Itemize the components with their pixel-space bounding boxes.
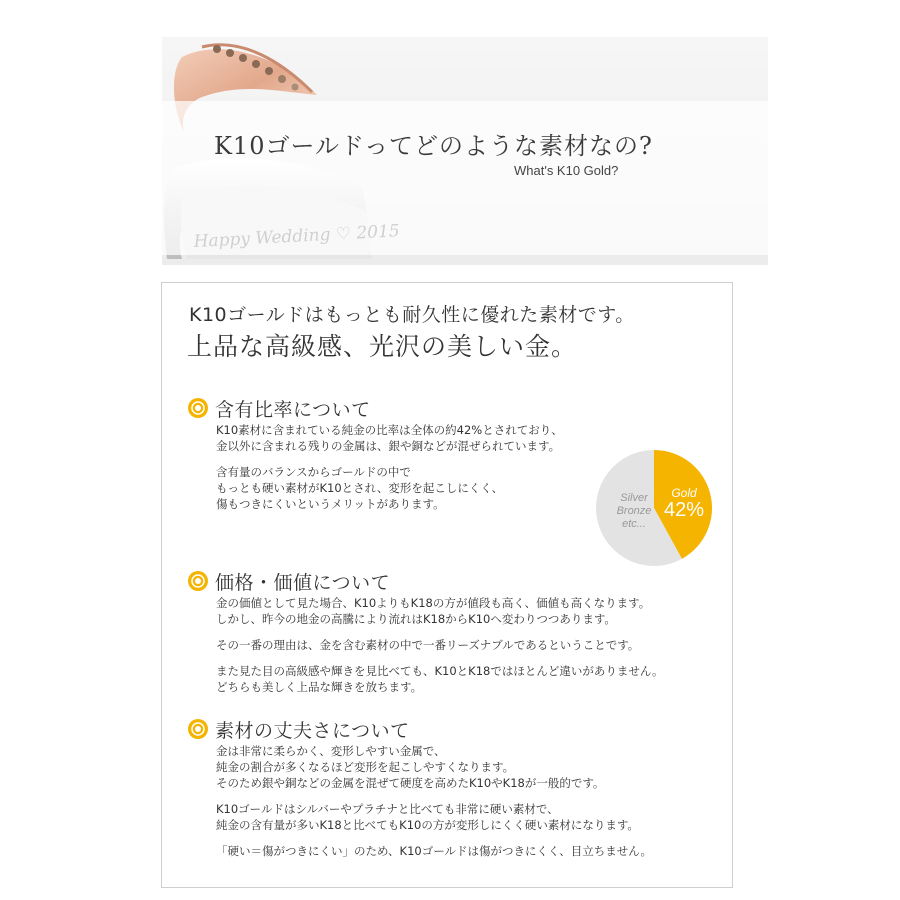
section-title: 含有比率について	[215, 398, 371, 421]
text-line: K10素材に含まれている純金の比率は全体の約42%とされており、	[216, 423, 563, 437]
text-line: どちらも美しく上品な輝きを放ちます。	[216, 680, 423, 694]
section-paragraph	[216, 595, 727, 627]
gear-bullet-icon	[187, 397, 209, 419]
text-line: 含有量のバランスからゴールドの中で	[216, 465, 411, 479]
title-band	[162, 101, 768, 255]
section-paragraph	[216, 663, 727, 695]
banner-subtitle: What's K10 Gold?	[514, 163, 619, 178]
section-title: 素材の丈夫さについて	[215, 719, 410, 742]
section-paragraph	[216, 637, 727, 653]
text-line: しかし、昨今の地金の高騰により流れはK18からK10へ変わりつつあります。	[216, 612, 616, 626]
intro-line-2: 上品な高級感、光沢の美しい金。	[187, 332, 578, 361]
section-price	[187, 567, 727, 695]
section-title: 価格・価値について	[215, 571, 391, 594]
section-paragraph	[216, 843, 727, 859]
pie-label-other	[609, 492, 659, 531]
gear-bullet-icon	[187, 570, 209, 592]
text-line: 傷もつきにくいというメリットがあります。	[216, 497, 445, 511]
content-panel	[161, 282, 733, 888]
pie-label-gold-name: Gold	[671, 486, 697, 500]
text-line: また見た目の高級感や輝きを見比べても、K10とK18ではほとんど違いがありません。	[216, 664, 664, 678]
text-line: 「硬い＝傷がつきにくい」のため、K10ゴールドは傷がつきにくく、目立ちません。	[216, 844, 652, 858]
pie-label-gold-value: 42%	[663, 499, 705, 521]
text-line: 純金の含有量が多いK18と比べてもK10の方が変形しにくく硬い素材になります。	[216, 818, 639, 832]
pie-label-gold	[656, 486, 712, 520]
gear-bullet-icon	[187, 718, 209, 740]
pie-label-other-line: etc...	[622, 518, 646, 530]
text-line: K10ゴールドはシルバーやプラチナと比べても非常に硬い素材で、	[216, 802, 559, 816]
text-line: 金は非常に柔らかく、変形しやすい金属で、	[216, 744, 446, 758]
text-line: 金以外に含まれる残りの金属は、銀や銅などが混ぜられています。	[216, 439, 561, 453]
intro-line-1: K10ゴールドはもっとも耐久性に優れた素材です。	[189, 304, 635, 326]
text-line: もっとも硬い素材がK10とされ、変形を起こしにくく、	[216, 481, 504, 495]
section-paragraph	[216, 801, 727, 833]
header-banner	[162, 37, 768, 265]
text-line: そのため銀や銅などの金属を混ぜて硬度を高めたK10やK18が一般的です。	[216, 776, 605, 790]
text-line: 純金の割合が多くなるほど変形を起こしやすくなります。	[216, 760, 515, 774]
text-line: 金の価値として見た場合、K10よりもK18の方が値段も高く、価値も高くなります。	[216, 596, 651, 610]
pie-label-other-line: Bronze	[616, 505, 652, 517]
pie-label-other-line: Silver	[620, 492, 648, 504]
section-paragraph	[216, 743, 727, 791]
banner-title: K10ゴールドってどのような素材なの?	[214, 132, 653, 160]
text-line: その一番の理由は、金を含む素材の中で一番リーズナブルであるということです。	[216, 638, 640, 652]
section-durability	[187, 715, 727, 859]
